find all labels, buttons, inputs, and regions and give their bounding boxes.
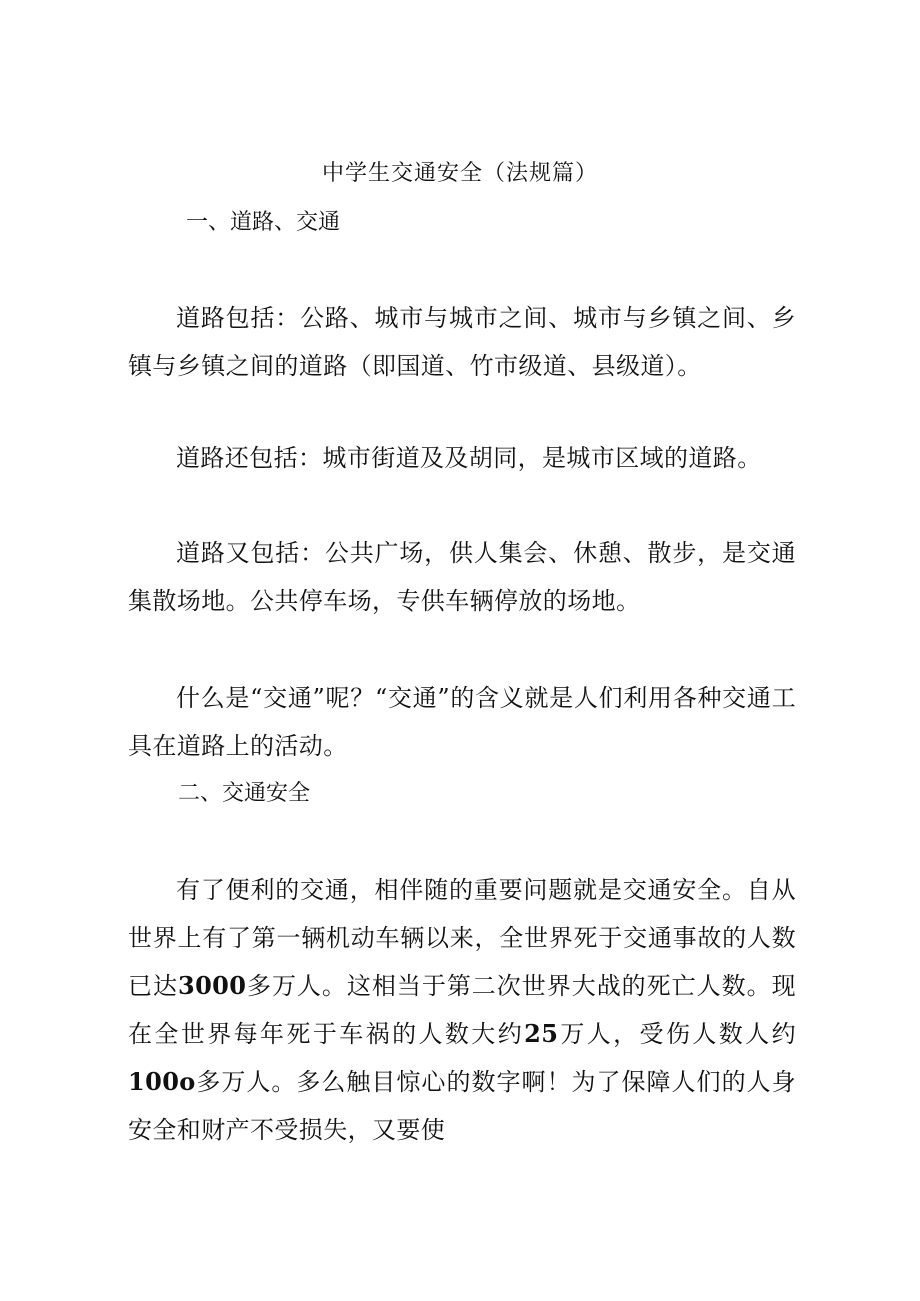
section-heading-roads-traffic: 一、道路、交通 — [186, 210, 341, 235]
paragraph-roads-further-include: 道路又包括：公共广场，供人集会、休憩、散步，是交通集散场地。公共停车场，专供车辆停放的场地。 — [128, 539, 796, 615]
paragraph-text: 万人，受伤人数人约 — [558, 1020, 796, 1048]
paragraph-roads-include: 道路包括：公路、城市与城市之间、城市与乡镇之间、乡镇与乡镇之间的道路（即国道、竹市级道、县级道）。 — [128, 304, 796, 380]
paragraph-roads-also-include: 道路还包括：城市街道及及胡同，是城市区域的道路。 — [176, 444, 762, 472]
stat-total-deaths: 3000 — [177, 971, 247, 1000]
paragraph-text: 多万人。这相当于第二次世界大战的死亡人数。现在全世界每年死于车祸的人数大约 — [128, 972, 796, 1048]
stat-annual-injuries: 100o — [128, 1067, 196, 1096]
stat-annual-deaths: 25 — [524, 1019, 559, 1048]
paragraph-text: 多万人。多么触目惊心的数字啊！为了保障人们的人身安全和财产不受损失，又要使 — [128, 1068, 796, 1144]
paragraph-what-is-traffic: 什么是“交通”呢？“交通”的含义就是人们利用各种交通工具在道路上的活动。 — [128, 684, 796, 760]
section-heading-traffic-safety: 二、交通安全 — [178, 781, 311, 806]
paragraph-text: 有了便利的交通，相伴随的重要问题就是交通安全。自从世界上有了第一辆机动车辆以来，全世界死于交通事故的人数已达 — [128, 876, 796, 1000]
document-title: 中学生交通安全（法规篇） — [321, 161, 598, 186]
paragraph-traffic-safety — [128, 866, 796, 1154]
